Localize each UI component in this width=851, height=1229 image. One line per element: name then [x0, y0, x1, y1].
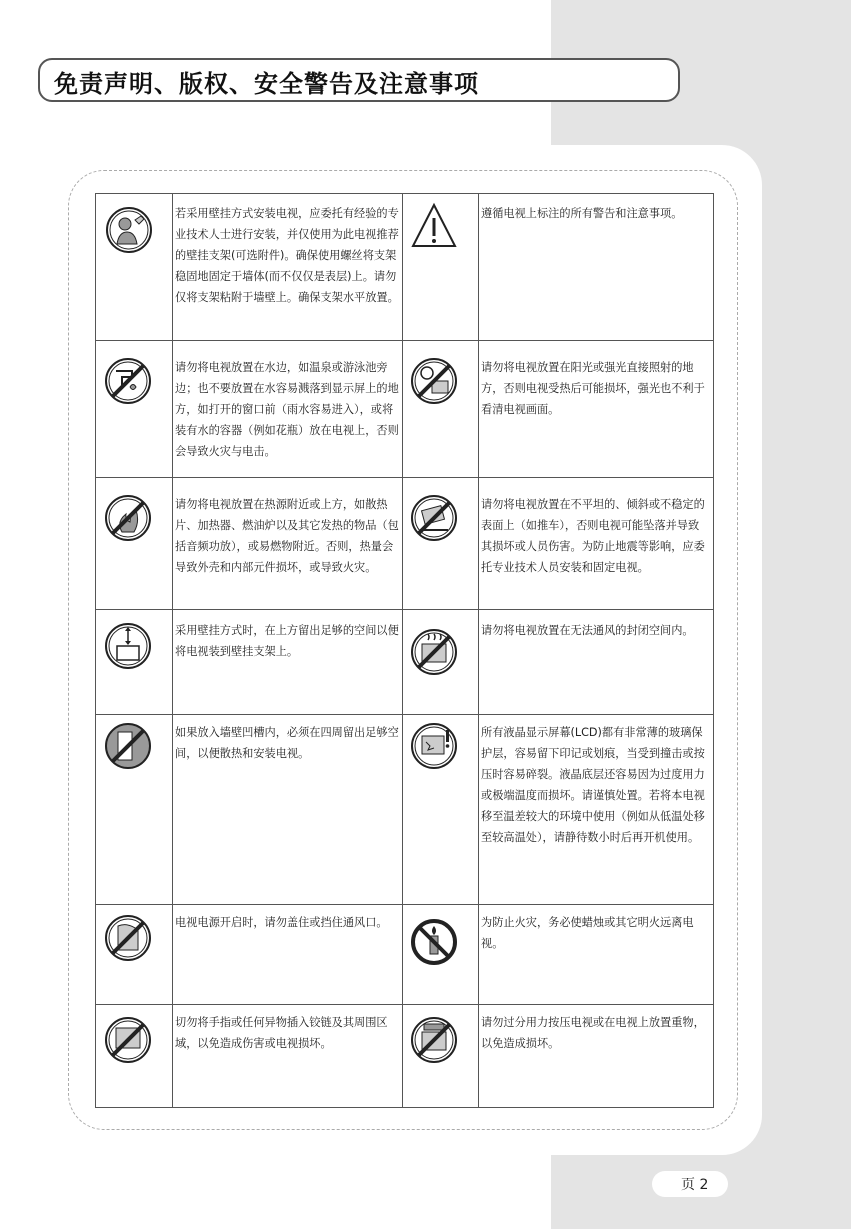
wall-mount-space-icon	[104, 622, 152, 670]
warning-text: 为防止火灾，务必使蜡烛或其它明火远离电视。	[481, 916, 694, 950]
row-divider	[96, 1004, 713, 1005]
title-box	[38, 58, 680, 102]
no-block-vents-icon	[104, 914, 152, 962]
fragile-screen-icon	[410, 722, 458, 770]
page-title: 免责声明、版权、安全警告及注意事项	[54, 70, 479, 98]
warning-text: 采用壁挂方式时，在上方留出足够的空间以便将电视装到壁挂支架上。	[175, 624, 399, 658]
warning-text: 遵循电视上标注的所有警告和注意事项。	[481, 207, 683, 220]
warning-text: 如果放入墙壁凹槽内，必须在四周留出足够空间，以便散热和安装电视。	[175, 726, 399, 760]
row-divider	[96, 904, 713, 905]
warning-triangle-icon	[410, 202, 458, 250]
warning-text: 请勿将电视放置在热源附近或上方，如散热片、加热器、燃油炉以及其它发热的物品（包括音频功放），或易燃物附近。否则，热量会导致外壳和内部元件损坏，或导致火灾。	[175, 498, 399, 574]
warning-text: 请勿过分用力按压电视或在电视上放置重物，以免造成损坏。	[481, 1016, 705, 1050]
row-divider	[96, 340, 713, 341]
warning-text: 请勿将电视放置在阳光或强光直接照射的地方，否则电视受热后可能损坏，强光也不利于看清电视画面。	[481, 361, 705, 416]
warning-text: 所有液晶显示屏幕(LCD)都有非常薄的玻璃保护层，容易留下印记或划痕，当受到撞击或按压时容易碎裂。液晶底层还容易因为过度用力或极端温度而损坏。请谨慎处置。若将本电视移至温差较大的环境中使用（例如从低温处移至较高温处），请静待数小时后再开机使用。	[481, 726, 705, 844]
no-sunlight-icon	[410, 357, 458, 405]
column-divider	[172, 194, 173, 1107]
warning-text: 请勿将电视放置在不平坦的、倾斜或不稳定的表面上（如推车），否则电视可能坠落并导致其损坏或人员伤害。为防止地震等影响，应委托专业技术人员安装和固定电视。	[481, 498, 705, 574]
no-heat-source-icon	[104, 494, 152, 542]
row-divider	[96, 714, 713, 715]
page-number: 页 2	[681, 1177, 709, 1193]
warning-text: 请勿将电视放置在无法通风的封闭空间内。	[481, 624, 694, 637]
no-enclosed-space-icon	[410, 628, 458, 676]
no-unstable-surface-icon	[410, 494, 458, 542]
no-wall-recess-icon	[104, 722, 152, 770]
column-divider	[478, 194, 479, 1107]
warning-text: 请勿将电视放置在水边，如温泉或游泳池旁边；也不要放置在水容易溅落到显示屏上的地方，如打开的窗口前（雨水容易进入），或将装有水的容器（例如花瓶）放在电视上，否则会导致火灾与电击。	[175, 361, 399, 458]
no-heavy-objects-icon	[410, 1016, 458, 1064]
row-divider	[96, 477, 713, 478]
no-finger-hinge-icon	[104, 1016, 152, 1064]
warning-text: 切勿将手指或任何异物插入铰链及其周围区域，以免造成伤害或电视损坏。	[175, 1016, 388, 1050]
warning-text: 电视电源开启时，请勿盖住或挡住通风口。	[175, 916, 388, 929]
warning-text: 若采用壁挂方式安装电视，应委托有经验的专业技术人士进行安装，并仅使用为此电视推荐的壁挂支架(可选附件)。确保使用螺丝将支架稳固地固定于墙体(而不仅仅是表层)上。请勿仅将支架粘附于墙壁上。确保支架水平放置。	[175, 207, 399, 304]
technician-icon	[105, 206, 153, 254]
no-water-icon	[104, 357, 152, 405]
row-divider	[96, 609, 713, 610]
no-candle-icon	[410, 918, 458, 966]
